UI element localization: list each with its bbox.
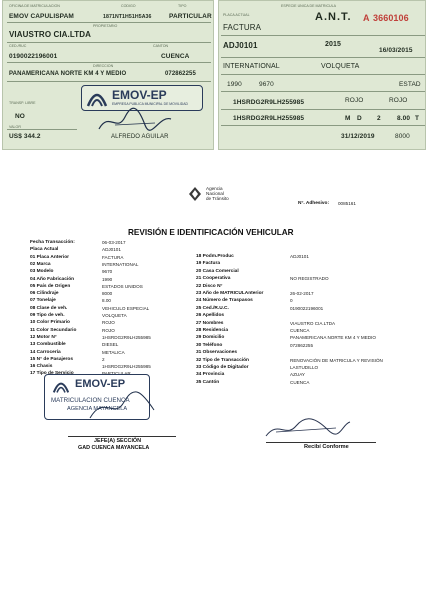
- ant-label: A.N.T.: [315, 11, 352, 23]
- field-value: PANAMERICANA NORTE KM 4 Y MEDIO: [290, 335, 376, 341]
- head-label-code: CODIGO: [121, 4, 136, 8]
- field-value: CUENCA: [290, 328, 310, 333]
- signature-right-label: Recibí Conforme: [304, 444, 349, 450]
- divider: [221, 35, 425, 36]
- field-label: 27 Nombres: [196, 320, 224, 326]
- id-label: CED./RUC: [9, 44, 27, 48]
- left-signature-line: [68, 436, 176, 437]
- id-value: 0190022196001: [9, 53, 58, 60]
- field-value: 9670: [102, 269, 113, 275]
- head-label-office: OFICINA DE MATRICULACION: [9, 4, 60, 8]
- emov-logo-icon: [86, 88, 108, 108]
- field-value: ESTADOS UNIDOS: [102, 283, 143, 289]
- field-value: RENOVACIÓN DE MATRICULA Y REVISIÓN: [290, 357, 383, 363]
- field-value: CUENCA: [290, 379, 310, 385]
- serie-number: 3660106: [373, 13, 409, 23]
- field-label: 16 Chasis: [30, 364, 53, 370]
- field-label: 33 Código de Digitador: [196, 365, 249, 370]
- clase-value: VOLQUETA: [321, 63, 360, 70]
- factura-value: FACTURA: [223, 23, 262, 32]
- t-value: T: [415, 115, 420, 122]
- field-label: 01 Placa Anterior: [30, 254, 70, 260]
- pasajeros-value: 2: [377, 115, 381, 122]
- field-label: 09 Tipo de veh.: [30, 313, 65, 318]
- marca-value: INTERNATIONAL: [223, 63, 280, 70]
- field-value: DIESEL: [102, 342, 119, 348]
- ant-logo-icon: [188, 186, 202, 202]
- divider: [221, 91, 425, 92]
- field-value: 0: [290, 298, 293, 304]
- value-label: VALOR: [9, 125, 21, 129]
- field-value: 0190022196001: [290, 305, 324, 311]
- type-value: PARTICULAR: [169, 13, 212, 20]
- date-value: 16/03/2015: [379, 47, 413, 54]
- field-label: 19 Factura: [196, 261, 220, 267]
- serie-prefix: A: [363, 13, 370, 23]
- field-label: 24 Número de Traspasos: [196, 298, 253, 304]
- field-label: 17 Tipo de Servicio: [30, 371, 74, 377]
- right-signature-line: [266, 442, 376, 443]
- field-label: 13 Combustible: [30, 342, 66, 348]
- tonelaje-value: 8.00: [397, 115, 411, 122]
- signature-scribble-icon: [95, 107, 175, 135]
- field-value: 1990: [102, 276, 113, 282]
- divider: [221, 74, 425, 75]
- field-value: 26-02-2017: [290, 291, 314, 296]
- registration-card-left: [2, 0, 214, 150]
- trans-value: NO: [15, 113, 25, 120]
- field-label: 35 Cantón: [196, 379, 220, 385]
- field-value: AZUAY: [290, 372, 305, 378]
- field-label: 22 Disco N°: [196, 283, 223, 289]
- expiry-value: 31/12/2019: [341, 133, 375, 140]
- field-label: Fecha Transacción:: [30, 240, 75, 245]
- d-value: D: [357, 115, 362, 122]
- field-label: 04 Año Fabricación: [30, 276, 75, 282]
- canton-value: CUENCA: [161, 53, 190, 60]
- field-value: 1HSRDG2R9LH255985: [102, 334, 151, 340]
- signer-name: ALFREDO AGUILAR: [111, 134, 169, 140]
- field-label: 11 Color Secundario: [30, 327, 77, 333]
- divider: [7, 81, 211, 82]
- trans-label: TRANSP. LIBRE: [9, 101, 36, 105]
- phone-value: 072862255: [165, 71, 196, 77]
- field-label: 23 Año de MATRICULAnterior: [196, 291, 264, 296]
- field-value: ADJ0101: [290, 254, 309, 259]
- field-label: 32 Tipo de Transacción: [196, 357, 249, 363]
- divider: [7, 22, 211, 23]
- field-value: LASTUDILLO: [290, 365, 319, 370]
- cilindraje-value: 8000: [395, 133, 410, 140]
- m-value: M: [345, 115, 351, 122]
- field-label: 26 Apellidos: [196, 313, 225, 319]
- field-label: 30 Teléfono: [196, 342, 223, 348]
- field-label: 12 Motor N°: [30, 334, 57, 340]
- field-label: 06 Cilindraje: [30, 291, 59, 297]
- estado-value: ESTAD: [399, 81, 421, 88]
- vin2-value: 1HSRDG2R9LH255985: [233, 115, 305, 122]
- office-value: EMOV CAPULISPAM: [9, 13, 74, 20]
- field-label: 07 Tonelaje: [30, 298, 56, 304]
- field-value: 8000: [102, 291, 113, 297]
- field-label: 28 Residencia: [196, 328, 228, 333]
- value-value: US$ 344.2: [9, 133, 41, 140]
- field-value: 8.00: [102, 298, 111, 304]
- field-label: 34 Provincia: [196, 372, 225, 378]
- field-value: ADJ0101: [102, 247, 121, 253]
- head-label-type: TIPO: [178, 4, 187, 8]
- divider: [221, 109, 425, 110]
- field-label: 15 N° de Pasajeros: [30, 356, 73, 362]
- address-label: DIRECCION: [93, 64, 114, 68]
- field-value: VIAUSTRO CIA.LTDA: [290, 320, 336, 326]
- code-value: 1871NT1H51H5A36: [103, 14, 152, 20]
- divider: [221, 57, 425, 58]
- canton-label: CANTON: [153, 44, 169, 48]
- field-label: 21 Cooperativa: [196, 276, 231, 282]
- year-value: 2015: [325, 41, 341, 48]
- field-label: 05 País de Origen: [30, 283, 71, 289]
- divider: [7, 129, 77, 130]
- emov-small: EMPRESA PUBLICA MUNICIPAL DE MOVILIDAD: [112, 102, 188, 106]
- stamp-line-1: MATRICULACION CUENCA: [51, 397, 130, 404]
- field-label: 20 Casa Comercial: [196, 268, 239, 274]
- right-signature-scribble-icon: [262, 414, 352, 442]
- field-label: 25 Ced./R.U.C.: [196, 305, 229, 311]
- field-label: 10 Color Primario: [30, 320, 70, 326]
- field-label: 02 Marca: [30, 261, 51, 267]
- placa-label: PLACA ACTUAL: [223, 13, 250, 17]
- owner-label: PROPIETARIO: [93, 24, 118, 28]
- left-signature-scribble-icon: [84, 388, 164, 424]
- card-head: ESPECIE UNICA DE MATRICULA: [281, 4, 337, 8]
- divider: [221, 125, 425, 126]
- field-value: METALICA: [102, 349, 125, 355]
- emov-brand: EMOV-EP: [112, 88, 167, 102]
- agency-line-3: de Tránsito: [206, 196, 229, 201]
- divider: [7, 42, 211, 43]
- model-year-value: 1990: [227, 81, 242, 88]
- registration-card-right: [218, 0, 426, 150]
- agency-line-2: Nacional: [206, 191, 224, 196]
- field-value: ROJO: [102, 320, 115, 326]
- field-label: Placa Actual: [30, 247, 59, 253]
- adhesive-value: 0085161: [338, 201, 356, 206]
- emov-logo-icon: [51, 378, 71, 394]
- field-label: 14 Carrocería: [30, 349, 61, 355]
- field-value: 1HSRDG2R9LH255985: [102, 364, 151, 370]
- modelo-value: 9670: [259, 81, 274, 88]
- owner-value: VIAUSTRO CIA.LTDA: [9, 30, 91, 39]
- color2-value: ROJO: [389, 97, 408, 104]
- field-value: PARTICULAR: [102, 371, 131, 377]
- agency-line-1: Agencia: [206, 186, 223, 191]
- divider: [7, 62, 211, 63]
- signature-left-role: JEFE(A) SECCIÓN: [94, 438, 142, 444]
- field-value: 2: [102, 356, 105, 362]
- field-label: 31 Observaciones: [196, 350, 238, 356]
- color1-value: ROJO: [345, 97, 364, 104]
- field-value: VOLQUETA: [102, 313, 127, 318]
- field-label: 03 Modelo: [30, 269, 54, 275]
- field-value: INTERNATIONAL: [102, 261, 139, 267]
- field-value: 072862255: [290, 342, 313, 348]
- document-title: REVISIÓN E IDENTIFICACIÓN VEHICULAR: [128, 228, 294, 237]
- revision-document: [20, 178, 412, 468]
- address-value: PANAMERICANA NORTE KM 4 Y MEDIO: [9, 71, 127, 77]
- stamp-line-2: AGENCIA MAYANCELA: [67, 406, 128, 412]
- stamp-brand: EMOV-EP: [75, 378, 126, 390]
- placa-value: ADJ0101: [223, 41, 258, 50]
- field-value: VEHICULO ESPECIAL: [102, 305, 150, 311]
- field-label: 08 Clase de veh.: [30, 305, 68, 311]
- field-value: ROJO: [102, 327, 115, 333]
- field-value: 06-03-2017: [102, 240, 126, 245]
- field-label: 18 Podm.Produc: [196, 254, 234, 259]
- field-value: NO REGISTRADO: [290, 276, 329, 282]
- adhesive-label: N°. Adhesivo:: [298, 201, 330, 206]
- field-label: 29 Domicilio: [196, 335, 225, 341]
- vin1-value: 1HSRDG2R9LH255985: [233, 99, 305, 106]
- field-value: FACTURA: [102, 254, 124, 260]
- signature-left-org: GAD CUENCA MAYANCELA: [78, 445, 150, 451]
